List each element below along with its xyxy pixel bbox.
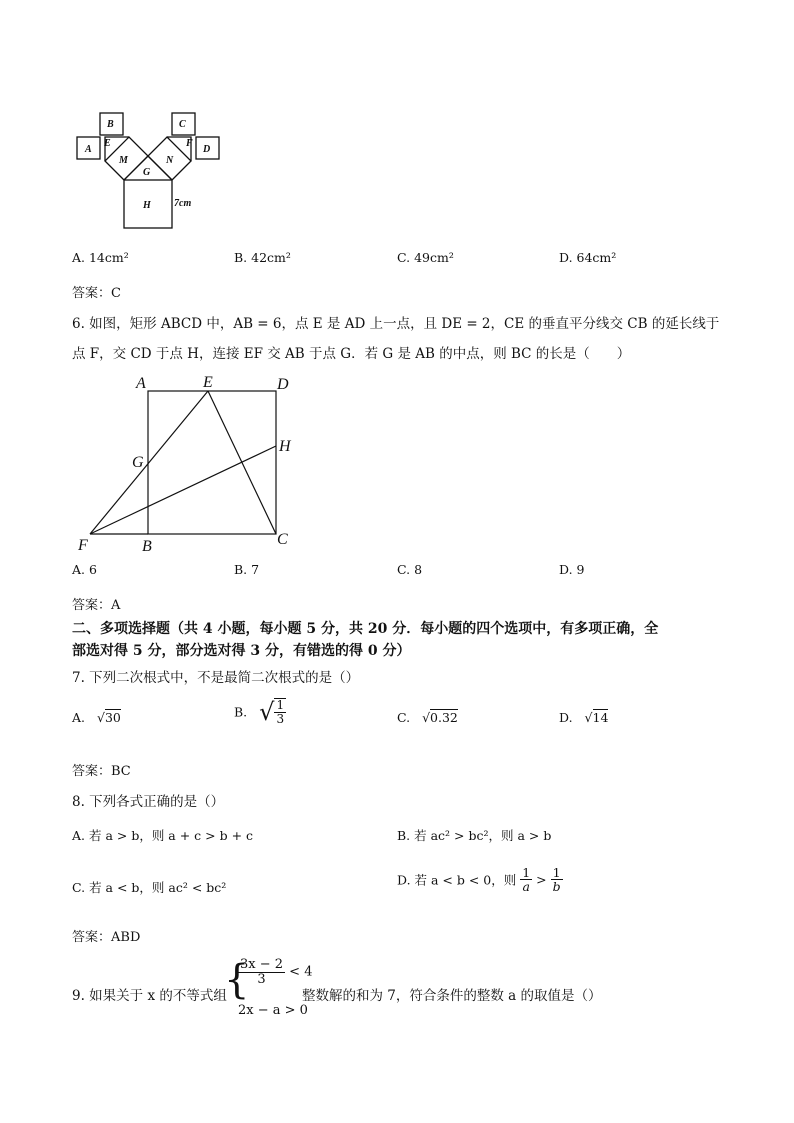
q7-option-c[interactable]	[397, 710, 458, 725]
q6-option-c[interactable]: C. 8	[397, 562, 423, 577]
q6-option-b[interactable]: B. 7	[234, 562, 260, 577]
sqrt-30: √30	[97, 710, 121, 725]
svg-text:H: H	[143, 200, 151, 211]
greater-than: >	[536, 872, 547, 888]
svg-text:N: N	[166, 155, 174, 166]
option-label: D.	[559, 710, 573, 725]
q5-option-a[interactable]: A. 14cm²	[72, 250, 129, 265]
svg-text:E: E	[203, 374, 213, 391]
q7-option-b[interactable]	[234, 698, 286, 726]
svg-text:F: F	[186, 138, 193, 149]
q9-stem-post: 整数解的和为 7，符合条件的整数 a 的取值是（）	[302, 988, 602, 1004]
svg-text:7cm: 7cm	[174, 198, 192, 209]
svg-text:A: A	[85, 144, 92, 155]
q6-stem-line1: 6. 如图，矩形 ABCD 中，AB = 6，点 E 是 AD 上一点，且 DE = 2，CE 的垂直平分线交 CB 的延长线于	[72, 316, 720, 332]
fraction-1-over-b: $\frac{1}{b}$	[552, 865, 561, 895]
q5-option-b[interactable]: B. 42cm²	[234, 250, 291, 265]
option-d-text: D. 若 a < b < 0，则	[397, 872, 517, 888]
q8-option-c[interactable]: C. 若 a < b，则 ac² < bc²	[72, 880, 227, 895]
q5-answer: 答案：C	[72, 286, 121, 301]
q6-figure	[72, 368, 312, 554]
q6-option-d[interactable]: D. 9	[559, 562, 585, 577]
svg-text:D: D	[203, 144, 211, 155]
q6-answer: 答案：A	[72, 598, 121, 613]
option-label: A.	[72, 710, 86, 725]
q8-stem: 8. 下列各式正确的是（）	[72, 794, 225, 810]
q6-stem-line2: 点 F，交 CD 于点 H，连接 EF 交 AB 于点 G．若 G 是 AB 的中点，则 BC 的长是（ ）	[72, 346, 631, 362]
fraction-1-over-a: $\frac{1}{a}$	[522, 865, 531, 895]
q6-option-a[interactable]: A. 6	[72, 562, 97, 577]
section2-heading-line2: 部选对得 5 分，部分选对得 3 分，有错选的得 0 分）	[72, 643, 411, 659]
q9-inequality-1: $\frac{3x - 2}{3}$ < 4	[240, 957, 313, 987]
svg-text:E: E	[104, 138, 111, 149]
q8-option-d[interactable]	[397, 866, 563, 893]
sqrt-14: √14	[584, 710, 609, 725]
svg-text:C: C	[179, 119, 186, 130]
svg-text:M: M	[119, 155, 128, 166]
q9-inequality-2: 2x − a > 0	[238, 1003, 308, 1018]
q8-option-b[interactable]: B. 若 ac² > bc²，则 a > b	[397, 828, 552, 843]
q5-option-c[interactable]: C. 49cm²	[397, 250, 454, 265]
sqrt-one-third: √ $\frac{1}{3}$	[259, 698, 285, 726]
q7-option-a[interactable]	[72, 710, 121, 725]
svg-text:G: G	[132, 454, 144, 471]
svg-text:G: G	[143, 167, 151, 178]
q8-answer: 答案：ABD	[72, 930, 141, 945]
q5-figure	[72, 108, 232, 233]
q5-option-d[interactable]: D. 64cm²	[559, 250, 617, 265]
system-brace: {	[224, 957, 250, 1003]
svg-text:B: B	[142, 538, 152, 554]
svg-text:F: F	[78, 537, 88, 554]
q7-option-d[interactable]	[559, 710, 608, 725]
option-label: B.	[234, 704, 248, 720]
svg-text:D: D	[277, 376, 289, 393]
q9-stem-pre: 9. 如果关于 x 的不等式组	[72, 988, 227, 1004]
section2-heading-line1: 二、多项选择题（共 4 小题，每小题 5 分，共 20 分．每小题的四个选项中，有多项正确，全	[72, 621, 659, 637]
sqrt-0-32: √0.32	[422, 710, 458, 725]
q8-option-a[interactable]: A. 若 a > b，则 a + c > b + c	[72, 828, 254, 843]
rectangle-abcd	[148, 391, 276, 534]
svg-text:C: C	[277, 531, 288, 548]
svg-text:A: A	[136, 375, 146, 392]
svg-text:H: H	[279, 438, 291, 455]
q7-answer: 答案：BC	[72, 764, 131, 779]
option-label: C.	[397, 710, 411, 725]
svg-text:B: B	[107, 119, 114, 130]
q7-stem: 7. 下列二次根式中，不是最简二次根式的是（）	[72, 670, 360, 686]
